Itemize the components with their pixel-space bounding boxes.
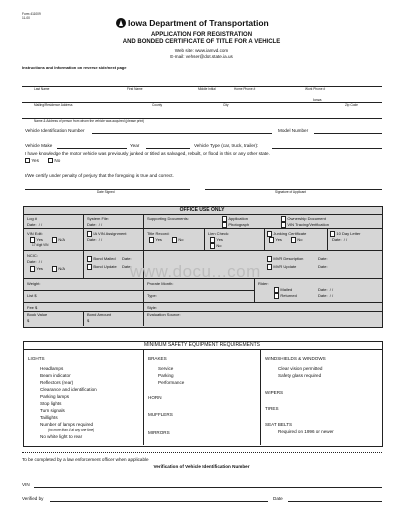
mufflers-title: MUFFLERS bbox=[148, 412, 173, 417]
light-item: Number of lamps required bbox=[40, 422, 94, 427]
office-row-divider-1 bbox=[23, 228, 382, 229]
photograph-label: Photograph bbox=[228, 222, 250, 227]
first-name-label: First Name bbox=[127, 87, 143, 91]
rider-mailed-check[interactable] bbox=[274, 287, 292, 293]
tires-title: TIRES bbox=[265, 406, 279, 411]
fee-label: Fee $ bbox=[27, 305, 38, 310]
vin-short-label: VIN bbox=[22, 482, 30, 487]
bond-update-checkbox[interactable] bbox=[87, 264, 92, 269]
windshield-item: Safety glass required bbox=[278, 373, 322, 378]
acquired-from-label: Name & Address of person from whom the vehicle was acquired (please print) bbox=[34, 119, 145, 123]
vehicle-type-input-line[interactable] bbox=[272, 148, 382, 149]
brake-item: Service bbox=[158, 366, 174, 371]
vin-edit-yes-checkbox[interactable] bbox=[30, 237, 35, 242]
title-record-yes-checkbox[interactable] bbox=[149, 237, 154, 242]
junking-no-label: No bbox=[297, 237, 303, 242]
title-record-yes[interactable] bbox=[149, 237, 162, 243]
rider-returned-date bbox=[318, 293, 333, 298]
brake-item: Performance bbox=[158, 380, 185, 385]
vin-edit-label: VIN Edit: bbox=[27, 231, 43, 236]
seventeen-digit-label: 17 digit VIN bbox=[32, 243, 49, 247]
rider-returned-date-label: Date: bbox=[318, 293, 328, 298]
light-item: Beam indicator bbox=[40, 373, 71, 378]
title-record-label: Title Record: bbox=[147, 231, 170, 236]
certify-statement: I/We certify under penalty of perjury that the foregoing is true and correct. bbox=[25, 173, 174, 178]
ncic-yes-checkbox[interactable] bbox=[30, 266, 35, 271]
city-label: City bbox=[223, 103, 229, 107]
rider-returned-label: Returned bbox=[280, 293, 297, 298]
lien-check-no-checkbox[interactable] bbox=[210, 243, 215, 248]
evaluation-source-label: Evaluation Source: bbox=[147, 312, 181, 317]
form-number: Form 411009 bbox=[22, 12, 41, 16]
year-label: Year bbox=[130, 143, 140, 148]
bond-amount-label: Bond Amount bbox=[87, 312, 112, 317]
ten-day-date-slashes: / / bbox=[343, 237, 348, 242]
application-check[interactable] bbox=[222, 216, 248, 222]
ncic-date-label: Date: bbox=[27, 259, 37, 264]
light-item: Reflectors (rear) bbox=[40, 380, 74, 385]
safety-col-divider-2 bbox=[260, 349, 261, 445]
home-phone-label: Home Phone # bbox=[234, 87, 256, 91]
junking-yes[interactable] bbox=[269, 237, 282, 243]
signature-label: Signature of Applicant bbox=[275, 190, 307, 194]
seat-belts-note: Required on 1996 or newer bbox=[278, 429, 334, 434]
title-record-yes-label: Yes bbox=[155, 237, 162, 242]
lien-check-label: Lien Check: bbox=[208, 231, 230, 236]
website: Web site: www.iamvd.com bbox=[174, 48, 229, 53]
application-checkbox[interactable] bbox=[222, 216, 227, 221]
junk-question: I have knowledge the motor vehicle was previously junked or titled as salvaged, rebuilt, or flood in this or any other state. bbox=[25, 151, 270, 156]
ten-day-date-label: Date: bbox=[332, 237, 342, 242]
junking-yes-checkbox[interactable] bbox=[269, 237, 274, 242]
state-value: Iowa bbox=[313, 97, 322, 102]
ia-vin-check[interactable] bbox=[87, 231, 127, 237]
system-file-date-label: Date: bbox=[87, 222, 97, 227]
last-name-label: Last Name bbox=[34, 87, 50, 91]
junk-no-label: No bbox=[54, 158, 61, 163]
rider-label: Rider: bbox=[258, 281, 269, 286]
vin-tracing-checkbox[interactable] bbox=[281, 222, 286, 227]
bond-mailed-check[interactable] bbox=[87, 256, 116, 262]
safety-header: MINIMUM SAFETY EQUIPMENT REQUIREMENTS bbox=[144, 342, 260, 348]
style-label: Style: bbox=[147, 305, 158, 310]
email: E-mail: vehser@dot.state.ia.us bbox=[170, 54, 233, 59]
horn-title: HORN bbox=[148, 395, 162, 400]
bond-amount-dollar: $ bbox=[87, 318, 90, 323]
vin-edit-yes[interactable] bbox=[30, 237, 43, 243]
ia-vin-date-slashes: / / bbox=[98, 237, 103, 242]
photograph-checkbox[interactable] bbox=[222, 222, 227, 227]
vehicle-type-label: Vehicle Type (car, truck, trailer): bbox=[194, 143, 259, 148]
junking-check[interactable] bbox=[267, 231, 306, 237]
vin-tracing-check[interactable] bbox=[281, 222, 329, 228]
ncic-yes-label: Yes bbox=[36, 266, 43, 271]
ten-day-label: 10 Day Letter bbox=[336, 231, 361, 236]
office-use-header: OFFICE USE ONLY bbox=[179, 207, 225, 213]
ncic-na[interactable] bbox=[52, 266, 65, 272]
book-value-label: Book Value bbox=[27, 312, 48, 317]
log-date-label: Date: bbox=[27, 222, 37, 227]
vin-input-line[interactable] bbox=[92, 133, 272, 134]
title-record-no-checkbox[interactable] bbox=[172, 237, 177, 242]
system-file-label: System File: bbox=[87, 216, 110, 221]
brake-item: Parking bbox=[158, 373, 174, 378]
rider-mailed-date-slashes: / / bbox=[329, 287, 334, 292]
safety-divider bbox=[23, 349, 382, 350]
make-input-line[interactable] bbox=[57, 148, 127, 149]
ownership-check[interactable] bbox=[281, 216, 326, 222]
office-row-divider-6 bbox=[23, 311, 382, 312]
system-file-date bbox=[87, 222, 102, 227]
lights-title: LIGHTS bbox=[28, 356, 45, 361]
system-file-date-slashes: / / bbox=[98, 222, 103, 227]
address-line[interactable] bbox=[22, 102, 382, 103]
junk-yes-label: Yes bbox=[31, 158, 39, 163]
watermark: www.docu...com bbox=[130, 262, 261, 281]
form-title-line1: APPLICATION FOR REGISTRATION bbox=[150, 32, 253, 38]
col-divider-4 bbox=[264, 228, 265, 250]
mvr-description-date bbox=[318, 256, 328, 261]
ia-vin-label: IA VIN Assignment bbox=[93, 231, 127, 236]
form-date: 11-00 bbox=[22, 16, 30, 20]
verification-vin-line[interactable] bbox=[34, 487, 382, 488]
mvr-update-label: MVR Update bbox=[273, 264, 297, 269]
log-date bbox=[27, 222, 42, 227]
photograph-check[interactable] bbox=[222, 222, 249, 228]
junking-label: Junking Certificate bbox=[273, 231, 307, 236]
junking-yes-label: Yes bbox=[275, 237, 282, 242]
office-row-divider-4 bbox=[23, 290, 254, 291]
bond-mailed-checkbox[interactable] bbox=[87, 256, 92, 261]
bond-mailed-label: Bond Mailed bbox=[93, 256, 116, 261]
light-item: Parking lamps bbox=[40, 394, 70, 399]
mvr-description-check[interactable] bbox=[267, 256, 303, 262]
light-item: Stop lights bbox=[40, 401, 62, 406]
ownership-label: Ownership Document bbox=[287, 216, 326, 221]
title-record-no[interactable] bbox=[172, 237, 184, 243]
prorate-label: Prorate Month: bbox=[147, 281, 174, 286]
rider-returned-check[interactable] bbox=[274, 293, 297, 299]
rider-mailed-label: Mailed bbox=[280, 287, 293, 292]
lights-note: (no more than 4 at any one time) bbox=[48, 428, 95, 432]
model-input-line[interactable] bbox=[314, 133, 382, 134]
ten-day-check[interactable] bbox=[330, 231, 360, 237]
mvr-update-checkbox[interactable] bbox=[267, 264, 272, 269]
light-item: Headlamps bbox=[40, 366, 64, 371]
model-label: Model Number bbox=[278, 128, 309, 133]
bond-mailed-date-label: Date: bbox=[122, 256, 132, 261]
brakes-title: BRAKES bbox=[148, 356, 167, 361]
junk-yes-checkbox[interactable] bbox=[25, 158, 30, 163]
ncic-na-checkbox[interactable] bbox=[52, 266, 57, 271]
lien-check-no-label: No bbox=[216, 243, 222, 248]
bond-update-label: Bond Update bbox=[93, 264, 117, 269]
rider-mailed-checkbox[interactable] bbox=[274, 287, 279, 292]
seat-belts-title: SEAT BELTS bbox=[265, 422, 293, 427]
law-enforcement-note: To be completed by a law enforcement officer when applicable bbox=[22, 457, 149, 462]
year-input-line[interactable] bbox=[146, 148, 190, 149]
make-label: Vehicle Make bbox=[25, 143, 53, 148]
instructions-note: Instructions and Information on reverse side/next page bbox=[22, 65, 127, 70]
vin-edit-na-label: N/A bbox=[58, 237, 66, 242]
bond-update-date-label: Date: bbox=[122, 264, 132, 269]
lien-check-yes-checkbox[interactable] bbox=[210, 237, 215, 242]
junk-no[interactable] bbox=[48, 158, 60, 163]
junking-checkbox[interactable] bbox=[267, 231, 272, 236]
windshields-title: WINDSHIELDS & WINDOWS bbox=[265, 356, 326, 361]
vin-edit-yes-label: Yes bbox=[36, 237, 43, 242]
ncic-date bbox=[27, 259, 42, 264]
zip-label: Zip Code bbox=[345, 103, 358, 107]
junking-no-checkbox[interactable] bbox=[291, 237, 296, 242]
book-value-dollar: $ bbox=[27, 318, 30, 323]
light-item: Clearance and identification bbox=[40, 387, 97, 392]
cut-line bbox=[22, 452, 382, 453]
application-label: Application bbox=[228, 216, 248, 221]
form-title-line2: AND BONDED CERTIFICATE OF TITLE FOR A VEHICLE bbox=[122, 39, 281, 45]
office-divider bbox=[23, 214, 382, 215]
ia-vin-date bbox=[87, 237, 102, 242]
col-divider-8 bbox=[83, 311, 84, 326]
title-record-no-label: No bbox=[178, 237, 184, 242]
ia-vin-date-label: Date: bbox=[87, 237, 97, 242]
ncic-na-label: N/A bbox=[58, 266, 66, 271]
light-item: Taillights bbox=[40, 415, 58, 420]
verification-date-line[interactable] bbox=[288, 501, 382, 502]
junk-yes[interactable] bbox=[25, 158, 39, 163]
work-phone-label: Work Phone # bbox=[305, 87, 326, 91]
vin-edit-na[interactable] bbox=[52, 237, 65, 243]
supporting-docs-label: Supporting Documents: bbox=[147, 216, 189, 221]
office-row-divider-5 bbox=[23, 302, 382, 303]
mvr-update-check[interactable] bbox=[267, 264, 296, 270]
rider-returned-checkbox[interactable] bbox=[274, 293, 279, 298]
lien-check-yes-label: Yes bbox=[216, 237, 223, 242]
ownership-checkbox[interactable] bbox=[281, 216, 286, 221]
ncic-date-slashes: / / bbox=[38, 259, 43, 264]
bond-mailed-date bbox=[122, 256, 132, 261]
lien-check-no[interactable] bbox=[210, 243, 222, 249]
wipers-title: WIPERS bbox=[265, 390, 284, 395]
county-label: County bbox=[152, 103, 163, 107]
vin-edit-na-checkbox[interactable] bbox=[52, 237, 57, 242]
rider-mailed-date bbox=[318, 287, 333, 292]
mvr-description-checkbox[interactable] bbox=[267, 256, 272, 261]
ten-day-date bbox=[332, 237, 347, 242]
junking-no[interactable] bbox=[291, 237, 303, 243]
ncic-label: NCIC: bbox=[27, 253, 38, 258]
address-label: Mailing/Residence Address bbox=[34, 103, 73, 107]
rider-mailed-date-label: Date: bbox=[318, 287, 328, 292]
department-name: Iowa Department of Transportation bbox=[128, 18, 269, 28]
light-item: Turn signals bbox=[40, 408, 65, 413]
mirrors-title: MIRRORS bbox=[148, 430, 170, 435]
white-light-note: No white light to rear bbox=[40, 434, 83, 439]
col-divider-1 bbox=[83, 214, 84, 278]
col-divider-3 bbox=[204, 228, 205, 250]
rider-returned-date-slashes: / / bbox=[329, 293, 334, 298]
junk-no-checkbox[interactable] bbox=[48, 158, 53, 163]
verified-by-label: Verified by bbox=[22, 496, 44, 501]
mvr-update-date-label: Date: bbox=[318, 264, 328, 269]
iowa-dot-logo-icon bbox=[116, 18, 126, 28]
list-label: List $ bbox=[27, 293, 37, 298]
lien-check-yes[interactable] bbox=[210, 237, 223, 243]
verified-by-line[interactable] bbox=[50, 501, 268, 502]
bond-update-check[interactable] bbox=[87, 264, 117, 270]
safety-col-divider-1 bbox=[143, 349, 144, 445]
ncic-yes[interactable] bbox=[30, 266, 43, 272]
mvr-update-date bbox=[318, 264, 328, 269]
weight-label: Weight: bbox=[27, 281, 41, 286]
ten-day-checkbox[interactable] bbox=[330, 231, 335, 236]
date-signed-label: Date Signed bbox=[97, 190, 115, 194]
mvr-description-date-label: Date: bbox=[318, 256, 328, 261]
office-row-divider-2 bbox=[23, 250, 382, 251]
log-date-slashes: / / bbox=[38, 222, 43, 227]
type-label: Type: bbox=[147, 293, 157, 298]
col-divider-5 bbox=[327, 228, 328, 250]
windshield-item: Clear vision permitted bbox=[278, 366, 323, 371]
vin-label: Vehicle Identification Number bbox=[25, 128, 85, 133]
vin-tracing-label: VIN Tracing/Verification bbox=[287, 222, 329, 227]
ia-vin-checkbox[interactable] bbox=[87, 231, 92, 236]
verification-title: Verification of Vehicle Identification Number bbox=[153, 464, 250, 469]
mvr-description-label: MVR Description bbox=[273, 256, 304, 261]
verification-date-label: Date bbox=[273, 496, 283, 501]
middle-initial-label: Middle Initial bbox=[198, 87, 216, 91]
log-label: Log # bbox=[27, 216, 38, 221]
